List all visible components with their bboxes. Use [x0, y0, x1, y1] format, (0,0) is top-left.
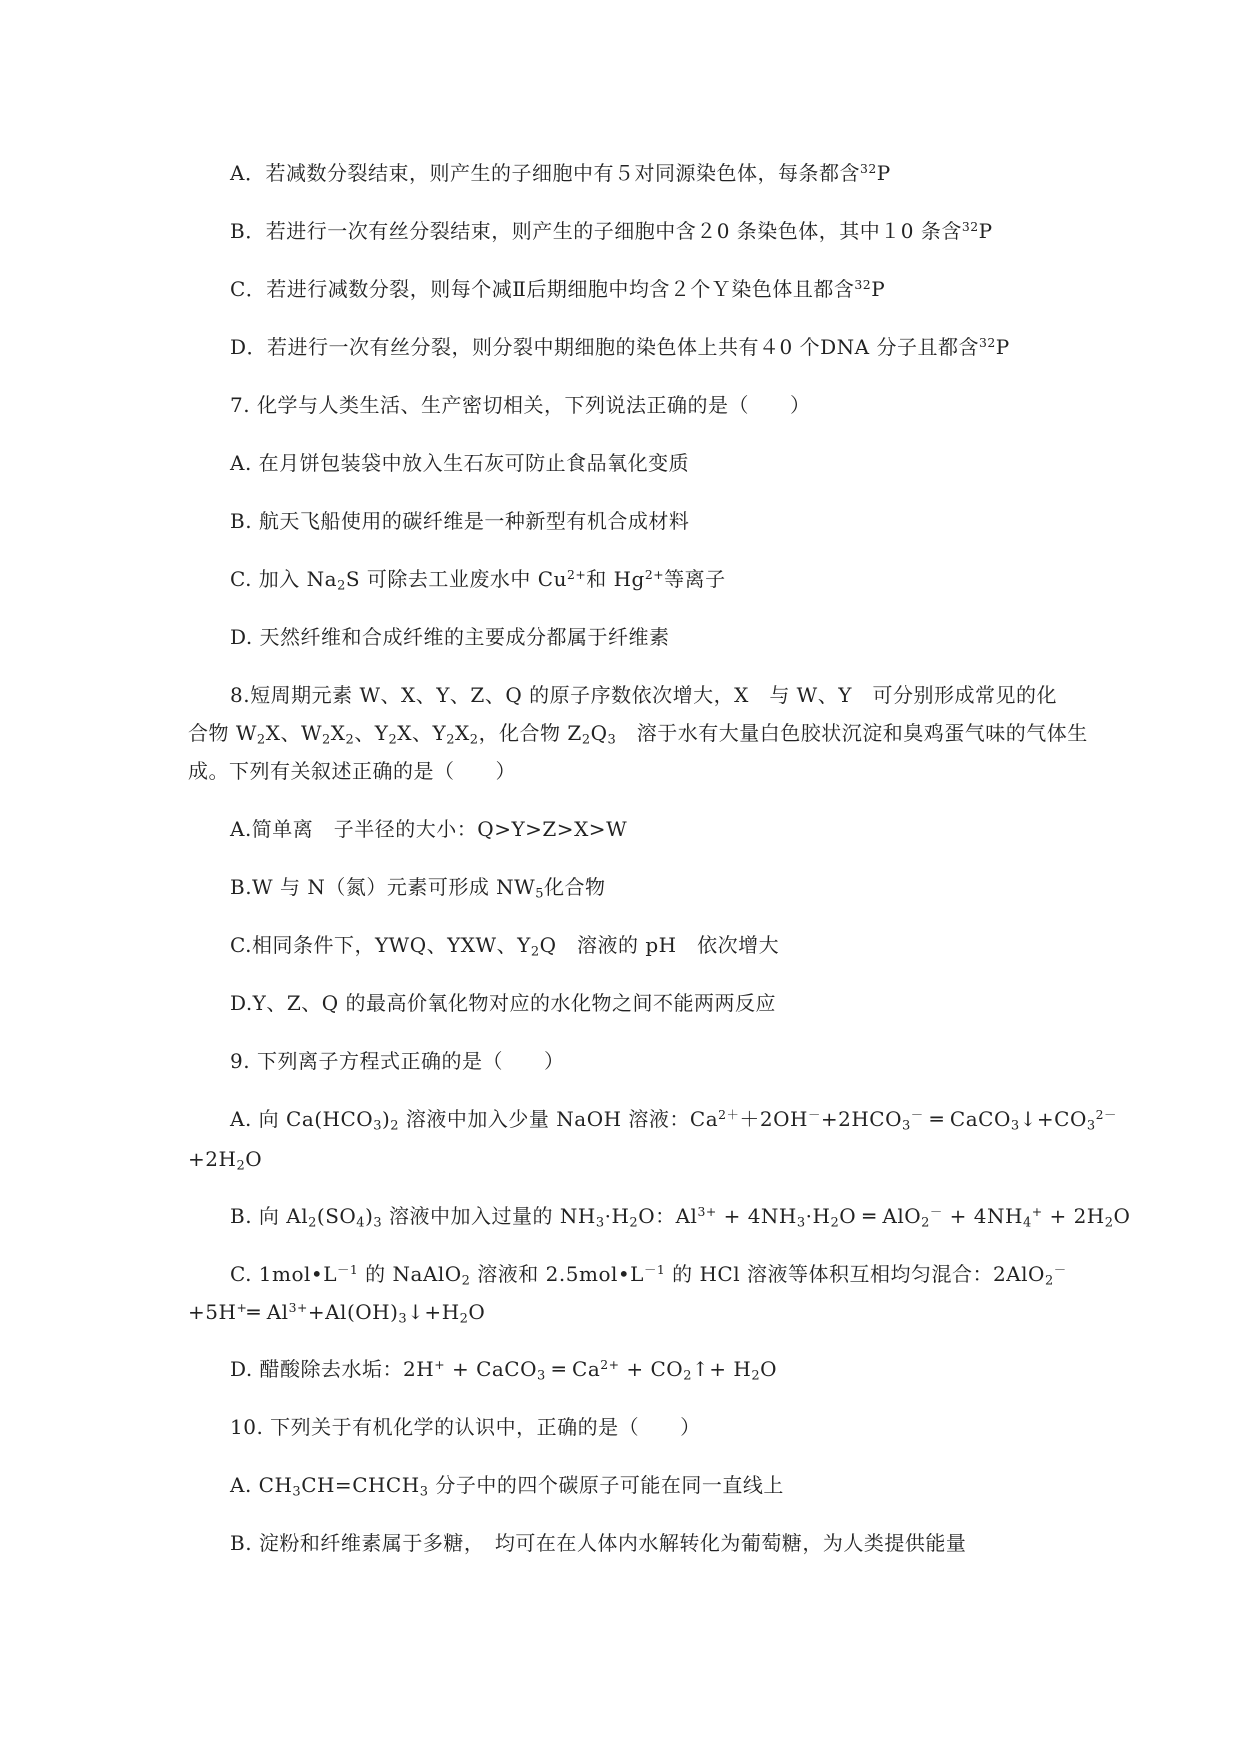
q6-option-b: B．若进行一次有丝分裂结束，则产生的子细胞中含２0 条染色体，其中１0 条含$^{32}$P	[230, 219, 993, 243]
q7-option-c: C. 加入 $Na_2S$ 可除去工业废水中 $Cu^{2+}$和 $Hg^{2+}$等离子	[230, 567, 726, 594]
q6-option-c: C．若进行减数分裂，则每个减Ⅱ后期细胞中均含２个Ｙ染色体且都含$^{32}$P	[230, 277, 886, 301]
q9-option-d: D. 醋酸除去水垢：2H+ + CaCO$_3$ ═ $Ca^{2+}$ + $CO_2↑+ H_2O$	[230, 1357, 777, 1384]
q9-option-c: C. $1mol•L^{-1}$ 的 NaAlO$_2$ 溶液和 $2.5mol•L^{-1}$ 的 HCl 溶液等体积互相均匀混合：2AlO$_2$－	[230, 1262, 1067, 1289]
q6-option-a: A．若减数分裂结束，则产生的子细胞中有５对同源染色体，每条都含$^{32}$P	[230, 161, 891, 185]
q7-option-a: A. 在月饼包装袋中放入生石灰可防止食品氧化变质	[230, 451, 690, 475]
q8-option-d: D.Y、Z、Q 的最高价氧化物对应的水化物之间不能两两反应	[230, 991, 777, 1015]
q10-option-a: A. $CH_3CH=CHCH_3$ 分子中的四个碳原子可能在同一直线上	[230, 1473, 784, 1500]
q9-option-c-cont: +5H+═ $Al^{3+}+Al(OH)_3↓+H_2O$	[188, 1300, 486, 1327]
q7-option-d: D. 天然纤维和合成纤维的主要成分都属于纤维素	[230, 625, 670, 649]
q9-option-a: A. 向 $Ca(HCO_3)_2$ 溶液中加入少量 NaOH 溶液：$Ca^{2+}+2OH^-+2HCO_3^-$ ═ $CaCO_3↓+CO_3^{2-}$	[230, 1107, 1117, 1134]
q9-option-a-cont: $+2H_2O$	[188, 1147, 263, 1174]
q10-stem: 10. 下列关于有机化学的认识中，正确的是（ ）	[230, 1415, 701, 1439]
q8-option-c: C.相同条件下，YWQ、YXW、$Y_2Q$ 溶液的 pH 依次增大	[230, 933, 780, 960]
q8-option-b: B.W 与 N（氮）元素可形成 $NW_5$化合物	[230, 875, 606, 902]
q7-stem: 7. 化学与人类生活、生产密切相关，下列说法正确的是（ ）	[230, 393, 811, 417]
q9-stem: 9. 下列离子方程式正确的是（ ）	[230, 1049, 565, 1073]
q10-option-b: B. 淀粉和纤维素属于多糖， 均可在在人体内水解转化为葡萄糖，为人类提供能量	[230, 1531, 967, 1555]
q8-stem-line1: 8.短周期元素 W、X、Y、Z、Q 的原子序数依次增大，X 与 W、Y 可分别形成常见的化	[230, 683, 1057, 707]
q7-option-b: B. 航天飞船使用的碳纤维是一种新型有机合成材料	[230, 509, 690, 533]
q6-option-d: D．若进行一次有丝分裂，则分裂中期细胞的染色体上共有４0 个DNA 分子且都含$^{32}$P	[230, 335, 1010, 359]
q8-stem-line2: 合物 $W_2X$、$W_2X_2$、$Y_2X$、$Y_2X_2$，化合物 $Z_2Q_3$ 溶于水有大量白色胶状沉淀和臭鸡蛋气味的气体生	[188, 721, 1088, 748]
q8-option-a: A.简单离 子半径的大小：Q>Y>Z>X>W	[230, 817, 628, 841]
q8-stem-line3: 成。下列有关叙述正确的是（ ）	[188, 759, 516, 783]
q9-option-b: B. 向 $Al_2(SO_4)_3$ 溶液中加入过量的 $NH_3\cdot H_2O$：$Al^{3+} + 4NH_3\cdot H_2O$ ═ $AlO_2^- + 4NH_4^+ + 2H_2O$	[230, 1204, 1131, 1231]
